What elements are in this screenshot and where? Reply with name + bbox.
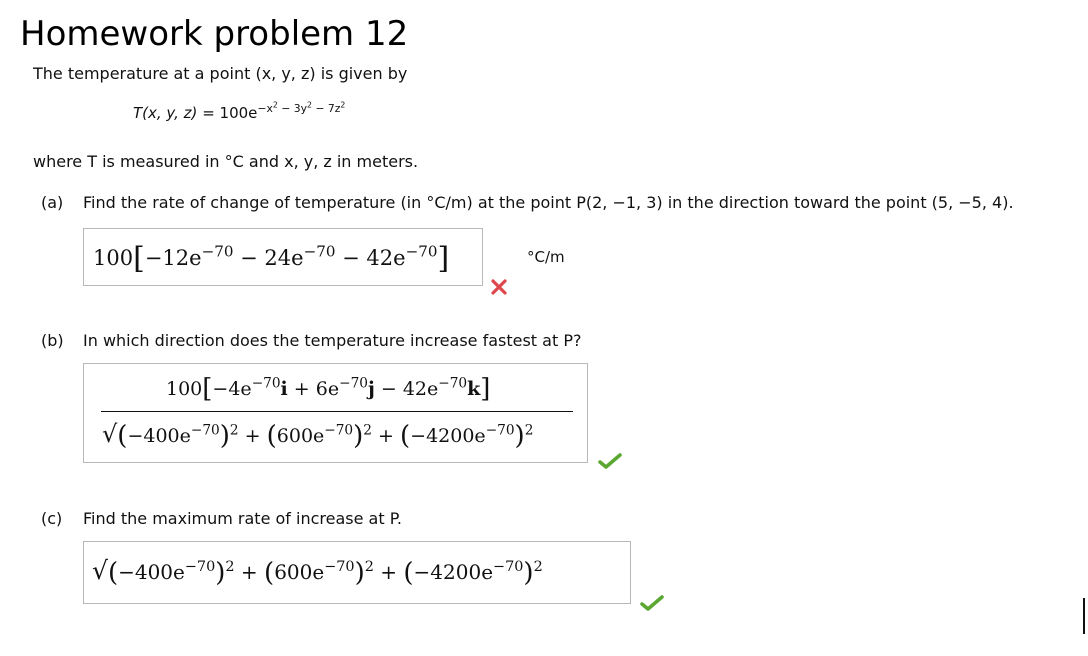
formula-eq: =: [202, 104, 215, 122]
text-cursor: [1083, 598, 1085, 634]
part-c-answer-box[interactable]: [83, 541, 631, 604]
formula-exponent: −x2 − 3y2 − 7z2: [257, 100, 346, 116]
page-title: Homework problem 12: [20, 14, 409, 54]
part-b-numerator: $100[-4e^{-70}i + 6e^{-70}j - 42e^{-70}k]$: [166, 374, 491, 404]
part-b-label: (b): [41, 331, 64, 350]
part-b-denominator: $√(-400e^{-70})^2 + (600e^{-70})^2 + (-4200e^{-70})^2$: [102, 420, 534, 451]
part-a-question: Find the rate of change of temperature (in °C/m) at the point P(2, −1, 3) in the direction toward the point (5, −5, 4).: [83, 193, 1014, 212]
part-a-unit: °C/m: [527, 248, 565, 266]
check-mark-icon: [598, 452, 622, 470]
formula-coef: 100e: [219, 104, 258, 122]
part-a-answer-box[interactable]: [83, 228, 483, 286]
x-mark-icon: [490, 278, 508, 296]
part-c-label: (c): [41, 509, 63, 528]
check-mark-icon: [640, 594, 664, 612]
where-text: where T is measured in °C and x, y, z in meters.: [33, 152, 419, 171]
formula-lhs: T(x, y, z): [133, 104, 198, 122]
part-c-question: Find the maximum rate of increase at P.: [83, 509, 402, 528]
part-c-answer: $√(-400e^{-70})^2 + (600e^{-70})^2 + (-4200e^{-70})^2$: [92, 556, 543, 588]
fraction-bar: [101, 411, 573, 412]
part-b-question: In which direction does the temperature increase fastest at P?: [83, 331, 582, 350]
part-b-answer-box[interactable]: [83, 363, 588, 463]
part-a-answer: $100[-12e^{-70} - 24e^{-70} - 42e^{-70}]$: [93, 241, 450, 276]
temperature-formula: [133, 100, 346, 122]
part-a-label: (a): [41, 193, 64, 212]
intro-text: The temperature at a point (x, y, z) is given by: [33, 64, 408, 83]
